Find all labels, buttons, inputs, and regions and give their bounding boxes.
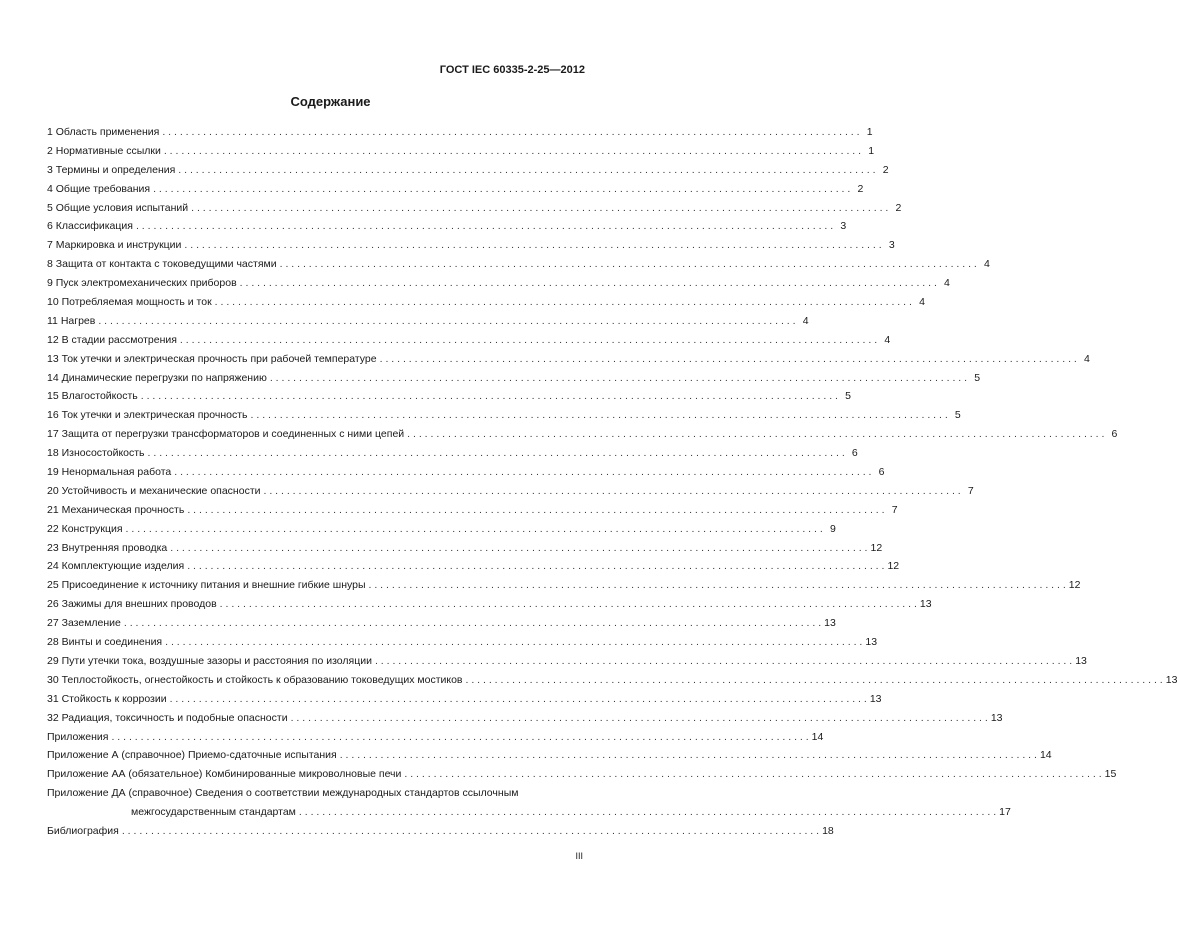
toc-entry[interactable] bbox=[47, 123, 873, 142]
toc-entry-page: 12 bbox=[870, 541, 883, 554]
toc-entry[interactable] bbox=[47, 482, 974, 501]
toc-leader-dots bbox=[380, 350, 1077, 369]
toc-leader-dots bbox=[340, 746, 1037, 765]
toc-entry-page: 17 bbox=[999, 806, 1011, 819]
toc-entry-title: 21 Механическая прочность bbox=[47, 503, 185, 516]
toc-entry-title: 8 Защита от контакта с токоведущими частями bbox=[47, 258, 277, 271]
toc-leader-dots bbox=[124, 614, 821, 633]
toc-entry-title: 2 Нормативные ссылки bbox=[47, 144, 161, 157]
toc-entry-title: 19 Ненормальная работа bbox=[47, 466, 172, 479]
toc-entry-title: Приложения bbox=[47, 730, 109, 743]
toc-leader-dots bbox=[375, 652, 1072, 671]
toc-leader-dots bbox=[111, 728, 808, 747]
toc-entry-page: 13 bbox=[865, 636, 878, 649]
toc-leader-dots bbox=[141, 387, 838, 406]
toc-entry-title: 16 Ток утечки и электрическая прочность bbox=[47, 409, 248, 422]
toc-leader-dots bbox=[220, 595, 917, 614]
toc-entry-page: 4 bbox=[802, 314, 809, 327]
toc-leader-dots bbox=[291, 709, 988, 728]
toc-leader-dots bbox=[122, 822, 819, 841]
toc-leader-dots bbox=[180, 331, 877, 350]
toc-entry-page: 13 bbox=[919, 598, 932, 611]
toc-entry-title: 22 Конструкция bbox=[47, 522, 123, 535]
page-title: Содержание bbox=[290, 94, 371, 109]
toc-entry-page: 2 bbox=[895, 201, 902, 214]
toc-entry-title: 9 Пуск электромеханических приборов bbox=[47, 277, 237, 290]
toc-entry-page: 4 bbox=[944, 277, 950, 290]
toc-entry-page: 12 bbox=[887, 560, 900, 573]
toc-entry-title: 12 В стадии рассмотрения bbox=[47, 333, 177, 346]
toc-entry-page: 13 bbox=[824, 617, 836, 630]
toc-leader-dots bbox=[187, 557, 884, 576]
toc-entry-title: 3 Термины и определения bbox=[47, 163, 176, 176]
toc-entry[interactable] bbox=[47, 501, 898, 520]
toc-leader-dots bbox=[148, 444, 845, 463]
toc-entry-page: 5 bbox=[954, 409, 961, 422]
toc-leader-dots bbox=[466, 671, 1163, 690]
toc-entry[interactable] bbox=[47, 709, 1003, 728]
toc-entry[interactable] bbox=[47, 217, 847, 236]
toc-entry-title: 32 Радиация, токсичность и подобные опасности bbox=[47, 711, 288, 724]
toc-entry-page: 4 bbox=[884, 333, 891, 346]
toc-entry-title: Приложение ДА (справочное) Сведения о соответствии международных стандартов ссылочным bbox=[47, 787, 519, 800]
toc-entry-page: 18 bbox=[822, 824, 834, 837]
toc-entry-title: 13 Ток утечки и электрическая прочность при рабочей температуре bbox=[47, 352, 377, 365]
toc-entry-title: 23 Внутренняя проводка bbox=[47, 541, 168, 554]
toc-leader-dots bbox=[280, 255, 977, 274]
toc-leader-dots bbox=[170, 690, 867, 709]
toc-leader-dots bbox=[270, 369, 967, 388]
toc-entry-title: 15 Влагостойкость bbox=[47, 390, 138, 403]
toc-entry-title: 24 Комплектующие изделия bbox=[47, 560, 185, 573]
toc-entry-title: 6 Классификация bbox=[47, 220, 133, 233]
toc-entry[interactable] bbox=[47, 255, 990, 274]
toc-leader-dots bbox=[299, 803, 996, 822]
toc-entry-title: 18 Износостойкость bbox=[47, 447, 145, 460]
toc-entry-page: 5 bbox=[974, 371, 981, 384]
toc-entry[interactable] bbox=[47, 293, 925, 312]
toc-leader-dots bbox=[369, 576, 1066, 595]
toc-leader-dots bbox=[251, 406, 948, 425]
toc-entry-page: 2 bbox=[882, 163, 889, 176]
toc-leader-dots bbox=[187, 501, 884, 520]
toc-entry-page: 2 bbox=[857, 182, 864, 195]
toc-entry-page: 13 bbox=[990, 711, 1003, 724]
toc-entry[interactable] bbox=[47, 180, 864, 199]
toc-entry-title: 29 Пути утечки тока, воздушные зазоры и расстояния по изоляции bbox=[47, 654, 372, 667]
toc-entry[interactable] bbox=[47, 444, 858, 463]
toc-entry-page: 6 bbox=[851, 447, 858, 460]
toc-leader-dots bbox=[98, 312, 795, 331]
toc-entry-page: 1 bbox=[868, 144, 875, 157]
toc-entry[interactable] bbox=[47, 746, 1052, 765]
toc-entry-page: 13 bbox=[869, 692, 882, 705]
toc-leader-dots bbox=[404, 765, 1101, 784]
page-number: III bbox=[575, 851, 583, 861]
toc-entry-title: 26 Зажимы для внешних проводов bbox=[47, 598, 217, 611]
toc-leader-dots bbox=[264, 482, 961, 501]
toc-entry[interactable] bbox=[47, 425, 1118, 444]
toc-entry-page: 4 bbox=[1084, 352, 1090, 365]
toc-leader-dots bbox=[184, 236, 881, 255]
toc-leader-dots bbox=[191, 199, 888, 218]
toc-entry[interactable] bbox=[47, 350, 1090, 369]
toc-leader-dots bbox=[164, 142, 861, 161]
toc-entry[interactable] bbox=[47, 369, 981, 388]
toc-entry-page: 6 bbox=[1111, 428, 1118, 441]
table-of-contents bbox=[47, 123, 1177, 841]
toc-leader-dots bbox=[162, 123, 859, 142]
toc-leader-dots bbox=[240, 274, 937, 293]
toc-entry[interactable] bbox=[47, 784, 1011, 822]
toc-entry-title: 27 Заземление bbox=[47, 617, 121, 630]
toc-entry[interactable] bbox=[47, 633, 878, 652]
toc-entry[interactable] bbox=[47, 652, 1087, 671]
toc-leader-dots bbox=[153, 180, 850, 199]
toc-entry-title: 30 Теплостойкость, огнестойкость и стойкость к образованию токоведущих мостиков bbox=[47, 673, 463, 686]
toc-entry-page: 14 bbox=[1039, 749, 1052, 762]
toc-entry-title: Приложение А (справочное) Приемо-сдаточные испытания bbox=[47, 749, 337, 762]
toc-entry-title: Приложение АА (обязательное) Комбинированные микроволновые печи bbox=[47, 768, 402, 781]
toc-leader-dots bbox=[174, 463, 871, 482]
toc-entry[interactable] bbox=[47, 765, 1117, 784]
document-code: ГОСТ IEC 60335-2-25—2012 bbox=[439, 64, 585, 76]
toc-entry[interactable] bbox=[47, 728, 824, 747]
toc-leader-dots bbox=[178, 161, 875, 180]
toc-entry-page: 14 bbox=[811, 730, 824, 743]
toc-entry-title: Библиография bbox=[47, 824, 119, 837]
toc-entry-page: 7 bbox=[891, 503, 898, 516]
toc-entry-page: 12 bbox=[1068, 579, 1081, 592]
toc-entry-page: 3 bbox=[840, 220, 847, 233]
toc-entry-continuation bbox=[47, 803, 1011, 822]
toc-leader-dots bbox=[170, 539, 867, 558]
toc-entry[interactable] bbox=[47, 595, 932, 614]
toc-leader-dots bbox=[165, 633, 862, 652]
toc-entry-page: 7 bbox=[967, 484, 974, 497]
toc-entry[interactable] bbox=[47, 312, 809, 331]
toc-entry[interactable] bbox=[47, 331, 891, 350]
toc-entry[interactable] bbox=[47, 520, 836, 539]
toc-entry[interactable] bbox=[47, 406, 961, 425]
toc-entry[interactable] bbox=[47, 690, 882, 709]
toc-entry-title: 28 Винты и соединения bbox=[47, 636, 163, 649]
toc-entry[interactable] bbox=[47, 236, 895, 255]
toc-entry-title: 4 Общие требования bbox=[47, 182, 151, 195]
toc-entry[interactable] bbox=[47, 463, 885, 482]
toc-entry-page: 1 bbox=[866, 126, 873, 138]
toc-entry-page: 13 bbox=[1075, 654, 1087, 667]
toc-leader-dots bbox=[407, 425, 1104, 444]
toc-entry-title: 20 Устойчивость и механические опасности bbox=[47, 484, 261, 497]
toc-entry[interactable] bbox=[47, 822, 834, 841]
toc-entry-title: 1 Область применения bbox=[47, 126, 160, 138]
toc-leader-dots bbox=[215, 293, 912, 312]
toc-entry[interactable] bbox=[47, 199, 902, 218]
toc-entry[interactable] bbox=[47, 539, 883, 558]
toc-entry-title: 11 Нагрев bbox=[47, 314, 96, 327]
toc-entry-title: 25 Присоединение к источнику питания и внешние гибкие шнуры bbox=[47, 579, 366, 592]
toc-entry-title: 7 Маркировка и инструкции bbox=[47, 239, 182, 252]
toc-entry-page: 6 bbox=[878, 466, 885, 479]
toc-entry[interactable] bbox=[47, 161, 889, 180]
toc-entry-page: 9 bbox=[829, 522, 836, 535]
toc-leader-dots bbox=[126, 520, 823, 539]
toc-entry-page: 3 bbox=[888, 239, 895, 252]
toc-entry-title: 10 Потребляемая мощность и ток bbox=[47, 296, 212, 309]
toc-entry[interactable] bbox=[47, 387, 851, 406]
toc-entry-page: 5 bbox=[845, 390, 851, 403]
toc-entry[interactable] bbox=[47, 274, 950, 293]
toc-entry[interactable] bbox=[47, 142, 875, 161]
toc-entry-title: 17 Защита от перегрузки трансформаторов и соединенных с ними цепей bbox=[47, 428, 405, 441]
toc-entry-page: 15 bbox=[1104, 768, 1117, 781]
toc-entry-title: 31 Стойкость к коррозии bbox=[47, 692, 167, 705]
toc-entry-page: 13 bbox=[1165, 673, 1177, 686]
toc-entry-page: 4 bbox=[919, 296, 925, 309]
toc-entry[interactable] bbox=[47, 576, 1081, 595]
toc-entry-page: 4 bbox=[984, 258, 990, 271]
toc-leader-dots bbox=[136, 217, 833, 236]
toc-entry[interactable] bbox=[47, 671, 1177, 690]
toc-entry-title-continued: межгосударственным стандартам bbox=[131, 806, 296, 819]
toc-entry-title: 5 Общие условия испытаний bbox=[47, 201, 189, 214]
toc-entry[interactable] bbox=[47, 614, 836, 633]
toc-entry-title: 14 Динамические перегрузки по напряжению bbox=[47, 371, 267, 384]
toc-entry[interactable] bbox=[47, 557, 900, 576]
